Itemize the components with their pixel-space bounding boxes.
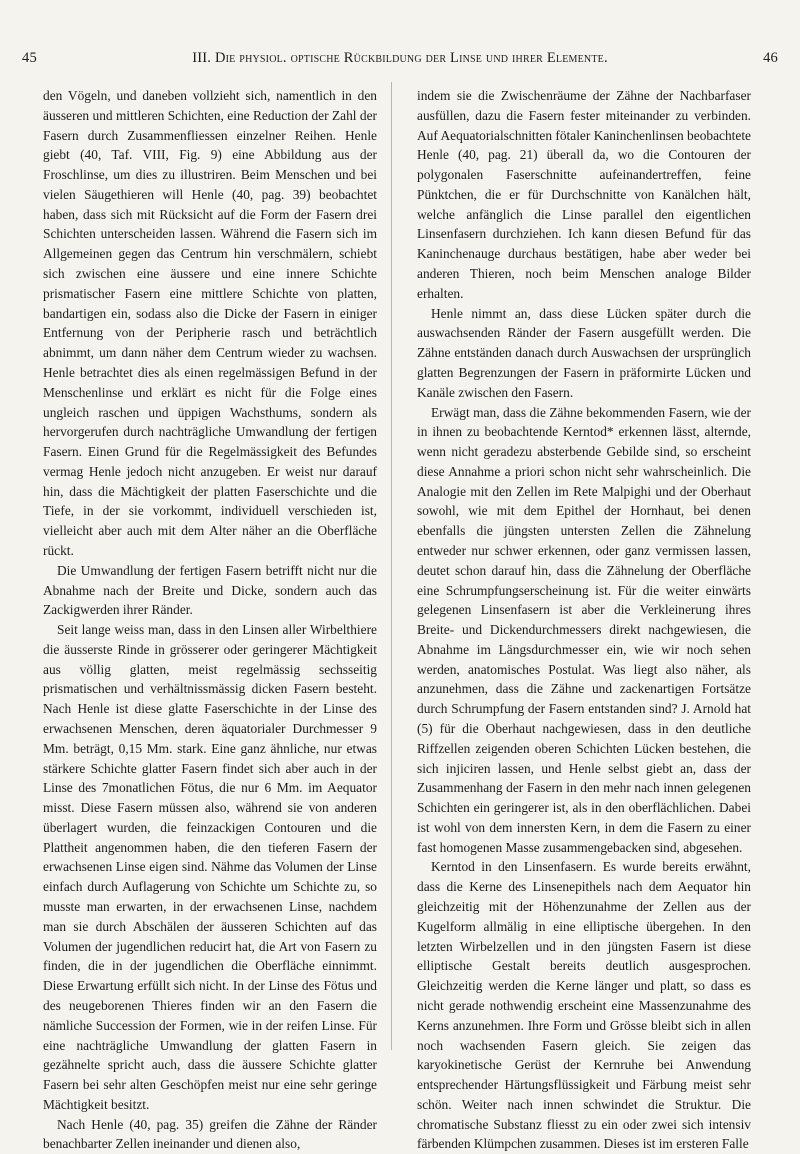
paragraph: Erwägt man, dass die Zähne bekommenden Fasern, wie der in ihnen zu beobachtende Kerntod* erkennen lässt, alternde, wenn nicht geradezu absterbende Gebilde sind, so erscheint diese Annahme a priori schon nicht sehr wahrscheinlich. Die Analogie mit den Zellen im Rete Malpighi und der Oberhaut sowohl, wie mit dem Epithel der Hornhaut, bei denen ebenfalls die jüngsten untersten Zellen die Zähnelung entweder nur schwer erkennen, oder ganz vermissen lassen, deutet schon darauf hin, dass die Zähnelung der Oberfläche eine Schrumpfungserscheinung ist. Für die weiter einwärts gelegenen Linsenfasern ist aber die Verkleinerung ihres Breite- und Dickendurchmessers direkt nachgewiesen, die Abnahme im Längsdurchmesser ein, wie wir noch sehen werden, anatomisches Postulat. Was liegt also näher, als anzunehmen, dass die Zähne und zackenartigen Fortsätze durch Schrumpfung der Fasern entstanden sind? J. Arnold hat (5) für die Oberhaut nachgewiesen, dass in den deutliche Riffzellen zeigenden oberen Schichten Lücken bestehen, die sich injiciren lassen, und Henle selbst giebt an, dass der Zusammenhang der Fasern in den mehr nach innen gelegenen Schichten ein geringerer ist, als in den oberflächlichen. Dabei ist wohl von dem innersten Kern, in dem die Fasern zu einer fast homogenen Masse zusammengebacken sind, abgesehen.: [417, 404, 751, 855]
column-divider: [391, 82, 392, 1050]
chapter-title-text: Die physiol. optische Rückbildung der Linse und ihrer Elemente.: [214, 50, 608, 66]
paragraph: Kerntod in den Linsenfasern. Es wurde bereits erwähnt, dass die Kerne des Linsenepithels nach dem Aequator hin gleichzeitig mit der Höhenzunahme der Zellen aus der Kugelform allmälig in eine elliptische übergehen. In den letzten Wirbelzellen und in den jüngsten Fasern ist diese elliptische Gestalt bereits deutlich ausgesprochen. Gleichzeitig werden die Kerne länger und platt, so dass es nicht gerade nothwendig erscheint eine Massenzunahme des Kerns anzunehmen. Ihre Form und Grösse bleibt sich in allen noch wachsenden Fasern gleich. Sie zeigen das karyokinetische Gerüst der Kernruhe bei Anwendung entsprechender Härtungsflüssigkeit und Färbung meist sehr schön. Weiter nach innen schwindet die Struktur. Die chromatische Substanz fliesst zu ein oder zwei sich intensiv färbenden Klümpchen zusammen. Dieses ist im ersteren Falle: [417, 859, 751, 1152]
paragraph: den Vögeln, und daneben vollzieht sich, namentlich in den äusseren und mittleren Schichten, eine Reduction der Zahl der Fasern durch Zusammenfliessen einzelner Reihen. Henle giebt (40, Taf. VIII, Fig. 9) eine Abbildung aus der Froschlinse, um dies zu illustriren. Beim Menschen und bei vielen Säugethieren will Henle (40, pag. 39) beobachtet haben, dass sich mit Rücksicht auf die Form der Fasern drei Schichten unterscheiden lassen. Während die Fasern sich im Allgemeinen gegen das Centrum hin verschmälern, schiebt sich zwischen eine äussere und eine innere Schichte prismatischer Fasern eine mittlere Schichte von platten, bandartigen ein, sodass also die Dicke der Fasern in einiger Entfernung von der Peripherie rasch und beträchtlich abnimmt, um dann näher dem Centrum wieder zu wachsen. Henle betrachtet dies als einen regelmässigen Befund in der Menschenlinse und erklärt es nicht für die Folge eines ungleich raschen und üppigen Wachsthums, sondern als hervorgerufen durch nachträgliche Umwandlung der fertigen Fasern. Einen Grund für die Regelmässigkeit des Befundes vermag Henle jedoch nicht anzugeben. Er weist nur darauf hin, dass die Mächtigkeit der platten Faserschichte und die Tiefe, in der sie vorkommt, individuell verschieden ist, vielleicht aber auch mit dem Alter näher an die Oberfläche rückt.: [43, 88, 377, 558]
chapter-title: [22, 50, 778, 67]
paragraph: Nach Henle (40, pag. 35) greifen die Zähne der Ränder benachbarter Zellen ineinander und dienen also,: [43, 1116, 377, 1152]
running-header: [22, 50, 778, 72]
chapter-number: III.: [192, 50, 215, 66]
page-number-right: 46: [763, 50, 778, 66]
paragraph: Die Umwandlung der fertigen Fasern betrifft nicht nur die Abnahme nach der Breite und Dicke, sondern auch das Zackigwerden ihrer Ränder.: [43, 562, 377, 618]
paragraph: indem sie die Zwischenräume der Zähne der Nachbarfaser ausfüllen, dazu die Fasern fester miteinander zu verbinden. Auf Aequatorialschnitten fötaler Kaninchenlinsen beobachtete Henle (40, pag. 21) überall da, wo die Contouren der polygonalen Faserschnitte aufeinandertreffen, feine Pünktchen, die er für Durchschnitte von Kanälchen hält, welche anfänglich die Linse parallel den eigentlichen Linsenfasern durchziehen. Ich kann diesen Befund für das Kaninchenauge durchaus bestätigen, habe aber weder bei anderen Thieren, noch beim Menschen analoge Bilder erhalten.: [417, 88, 751, 301]
paragraph: Seit lange weiss man, dass in den Linsen aller Wirbelthiere die äusserste Rinde in grösserer oder geringerer Mächtigkeit aus völlig glatten, meist regelmässig sechsseitig prismatischen und verhältnissmässig dicken Fasern besteht. Nach Henle ist diese glatte Faserschichte in der Linse des erwachsenen Menschen, deren äquatorialer Durchmesser 9 Mm. beträgt, 0,15 Mm. stark. Eine ganz ähnliche, nur etwas stärkere Schichte glatter Fasern findet sich aber auch in der Linse des 7monatlichen Fötus, die nur 6 Mm. im Aequator misst. Diese Fasern müssen also, während sie von anderen überlagert wurden, die feinzackigen Contouren und die Plattheit angenommen haben, die den tieferen Fasern der erwachsenen Linse eigen sind. Nähme das Volumen der Linse einfach durch Auflagerung von Schichte um Schichte zu, so musste man erwarten, in der erwachsenen Linse, nachdem man sie durch Abschälen der äusseren Schichten auf das Volumen der jugendlichen reducirt hat, die Art von Fasern zu finden, die in der jugendlichen die Oberfläche einnimmt. Diese Erwartung erfüllt sich nicht. In der Linse des Fötus und des neugeborenen Thieres finden wir an den Fasern die nämliche Succession der Formen, wie in der reifen Linse. Für eine nachträgliche Umwandlung der glatten Fasern in gezähnelte spricht auch, dass die äussere Schichte glatter Fasern bei sehr alten Geschöpfen meist nur eine sehr geringe Mächtigkeit besitzt.: [43, 622, 377, 1112]
paragraph: Henle nimmt an, dass diese Lücken später durch die auswachsenden Ränder der Fasern ausgefüllt werden. Die Zähne entständen danach durch Auswachsen der ursprünglich glatten Begrenzungen der Fasern in präformirte Lücken und Kanäle zwischen den Fasern.: [417, 305, 751, 400]
page-number-left: 45: [22, 50, 37, 66]
right-column: [417, 86, 751, 1154]
left-column: [43, 86, 377, 1154]
